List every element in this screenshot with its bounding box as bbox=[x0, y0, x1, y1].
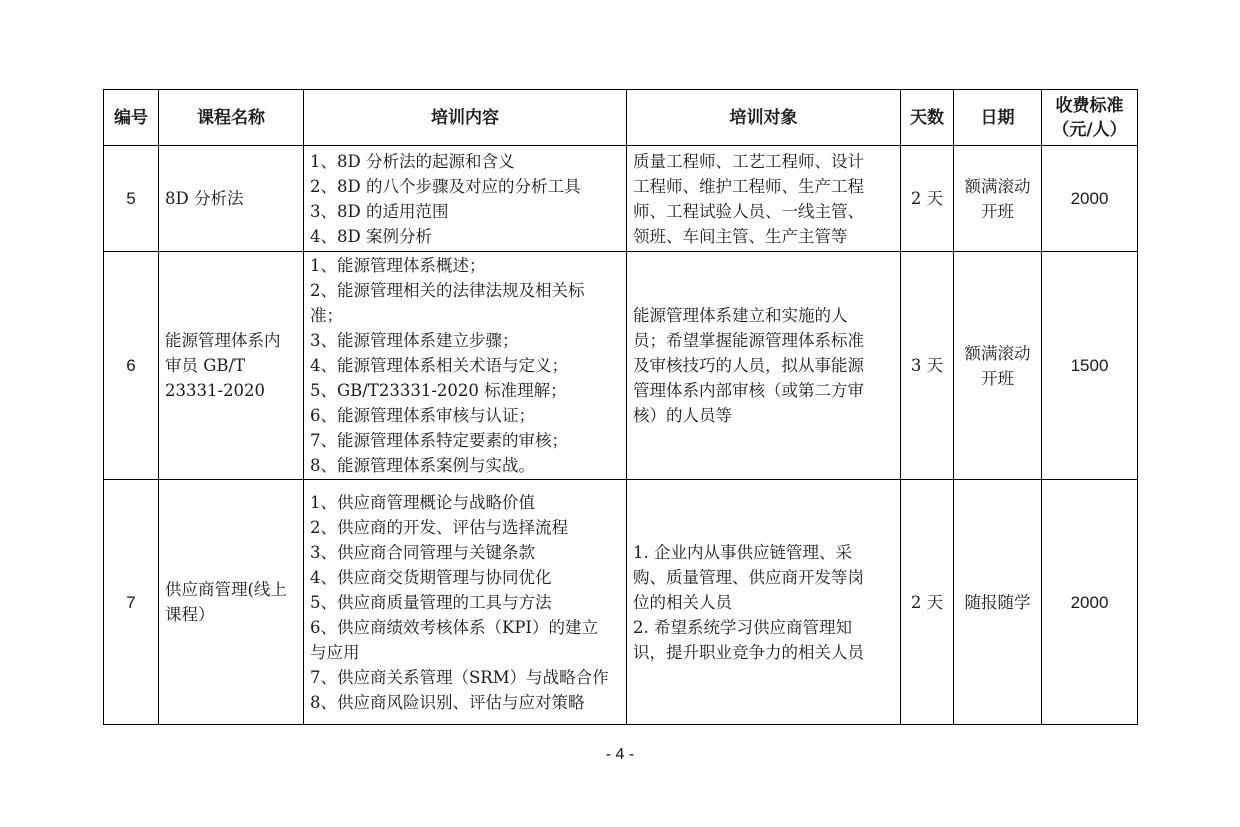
row-target bbox=[627, 480, 901, 725]
target-line: 质量工程师、工艺工程师、设计 bbox=[633, 151, 864, 171]
target-line: 识，提升职业竞争力的相关人员 bbox=[633, 642, 864, 662]
content-item: 4、能源管理体系相关术语与定义； bbox=[310, 356, 568, 375]
date-line: 随报随学 bbox=[964, 592, 1031, 612]
row-target bbox=[627, 252, 901, 480]
content-item: 4、供应商交货期管理与协同优化 bbox=[310, 567, 552, 587]
row-num: 5 bbox=[104, 146, 159, 252]
target-line: 位的相关人员 bbox=[633, 592, 732, 612]
row-date bbox=[954, 480, 1042, 725]
row-num: 6 bbox=[104, 252, 159, 480]
name-line: 审员 GB/T bbox=[165, 356, 246, 375]
content-item: 6、供应商绩效考核体系（KPI）的建立 bbox=[310, 617, 598, 637]
date-line: 开班 bbox=[981, 201, 1014, 221]
content-item: 7、能源管理体系特定要素的审核； bbox=[310, 431, 568, 450]
target-line: 购、质量管理、供应商开发等岗 bbox=[633, 567, 864, 587]
header-content: 培训内容 bbox=[304, 90, 627, 146]
row-course-name: 8D 分析法 bbox=[159, 146, 304, 252]
row-content bbox=[304, 146, 627, 252]
row-content bbox=[304, 252, 627, 480]
row-fee: 2000 bbox=[1042, 146, 1138, 252]
row-content bbox=[304, 480, 627, 725]
content-item: 8、供应商风险识别、评估与应对策略 bbox=[310, 692, 585, 712]
target-line: 及审核技巧的人员，拟从事能源 bbox=[633, 356, 864, 375]
row-num: 7 bbox=[104, 480, 159, 725]
table-header-row bbox=[104, 90, 1138, 146]
row-fee: 2000 bbox=[1042, 480, 1138, 725]
target-line: 领班、车间主管、生产主管等 bbox=[633, 226, 848, 246]
content-item: 2、8D 的八个步骤及对应的分析工具 bbox=[310, 176, 581, 196]
content-item: 2、供应商的开发、评估与选择流程 bbox=[310, 517, 568, 537]
content-item: 3、供应商合同管理与关键条款 bbox=[310, 542, 535, 562]
row-course-name bbox=[159, 252, 304, 480]
content-item: 3、能源管理体系建立步骤； bbox=[310, 331, 519, 350]
name-line: 23331-2020 bbox=[165, 381, 266, 400]
target-line: 2. 希望系统学习供应商管理知 bbox=[633, 617, 852, 637]
target-line: 工程师、维护工程师、生产工程 bbox=[633, 176, 864, 196]
table-row bbox=[104, 146, 1138, 252]
row-days: 3 天 bbox=[901, 252, 954, 480]
content-item: 5、供应商质量管理的工具与方法 bbox=[310, 592, 552, 612]
content-item: 2、能源管理相关的法律法规及相关标 bbox=[310, 281, 585, 300]
row-date bbox=[954, 252, 1042, 480]
target-line: 核）的人员等 bbox=[633, 406, 732, 425]
content-item: 与应用 bbox=[310, 642, 360, 662]
row-date bbox=[954, 146, 1042, 252]
row-fee: 1500 bbox=[1042, 252, 1138, 480]
row-course-name bbox=[159, 480, 304, 725]
content-item: 1、8D 分析法的起源和含义 bbox=[310, 151, 515, 171]
header-fee-line1: 收费标准 bbox=[1055, 95, 1124, 116]
header-num: 编号 bbox=[104, 90, 159, 146]
content-item: 8、能源管理体系案例与实战。 bbox=[310, 456, 535, 475]
row-days: 2 天 bbox=[901, 146, 954, 252]
row-days: 2 天 bbox=[901, 480, 954, 725]
date-line: 开班 bbox=[981, 368, 1014, 388]
name-line: 能源管理体系内 bbox=[165, 331, 281, 350]
target-line: 师、工程试验人员、一线主管、 bbox=[633, 201, 864, 221]
header-fee-line2: （元/人） bbox=[1052, 119, 1127, 140]
target-line: 员；希望掌握能源管理体系标准 bbox=[633, 331, 864, 350]
row-target bbox=[627, 146, 901, 252]
header-days: 天数 bbox=[901, 90, 954, 146]
header-target: 培训对象 bbox=[627, 90, 901, 146]
date-line: 额满滚动 bbox=[964, 176, 1031, 196]
content-item: 5、GB/T23331-2020 标准理解； bbox=[310, 381, 567, 400]
content-item: 准； bbox=[310, 306, 343, 325]
content-item: 3、8D 的适用范围 bbox=[310, 201, 449, 221]
name-line: 课程） bbox=[165, 605, 215, 624]
target-line: 管理体系内部审核（或第二方审 bbox=[633, 381, 864, 400]
table-row bbox=[104, 480, 1138, 725]
course-table bbox=[103, 89, 1138, 725]
target-line: 1. 企业内从事供应链管理、采 bbox=[633, 542, 852, 562]
header-course-name: 课程名称 bbox=[159, 90, 304, 146]
header-fee bbox=[1042, 90, 1138, 146]
content-item: 4、8D 案例分析 bbox=[310, 226, 432, 246]
target-line: 能源管理体系建立和实施的人 bbox=[633, 306, 848, 325]
date-line: 额满滚动 bbox=[964, 343, 1031, 363]
header-date: 日期 bbox=[954, 90, 1042, 146]
table-row bbox=[104, 252, 1138, 480]
content-item: 7、供应商关系管理（SRM）与战略合作 bbox=[310, 667, 609, 687]
page-number: - 4 - bbox=[605, 746, 635, 763]
content-item: 6、能源管理体系审核与认证； bbox=[310, 406, 535, 425]
name-line: 供应商管理(线上 bbox=[165, 580, 287, 599]
content-item: 1、供应商管理概论与战略价值 bbox=[310, 492, 535, 512]
content-item: 1、能源管理体系概述； bbox=[310, 256, 486, 275]
